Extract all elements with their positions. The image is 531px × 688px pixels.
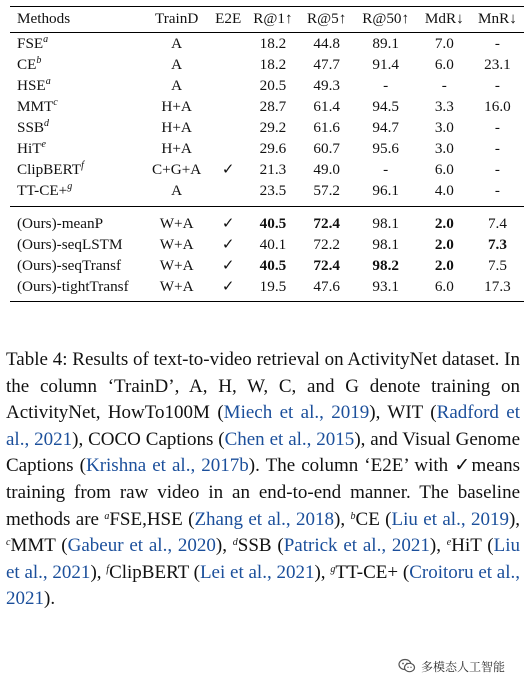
r5-cell: 44.8 — [313, 35, 340, 52]
footnote-marker: d — [232, 537, 238, 549]
e2e-check-cell: ✓ — [221, 236, 235, 253]
method-name: MMT — [17, 98, 54, 115]
method-footnote-marker: c — [53, 97, 58, 108]
r5-cell: 61.4 — [313, 98, 340, 115]
r50-cell: 98.2 — [372, 257, 399, 274]
column-header: TrainD — [154, 10, 199, 27]
table-header — [10, 7, 524, 33]
column-header: R@50↑ — [362, 10, 410, 27]
r5-cell: 47.6 — [313, 278, 340, 295]
results-table — [10, 6, 524, 302]
traind-cell: W+A — [159, 278, 194, 295]
wechat-icon — [398, 658, 416, 674]
mnr-cell: - — [494, 77, 500, 94]
r5-cell: 49.0 — [313, 161, 340, 178]
column-header: R@5↑ — [307, 10, 347, 27]
mdr-cell: 7.0 — [434, 35, 454, 52]
column-header: MdR↓ — [424, 10, 464, 27]
caption-text: TT-CE+ ( — [335, 561, 410, 583]
method-cell — [10, 276, 143, 302]
mnr-cell: - — [494, 35, 500, 52]
mdr-cell: 6.0 — [434, 56, 454, 73]
method-name: (Ours)-seqLSTM — [17, 236, 123, 253]
e2e-check-cell — [210, 75, 246, 96]
footnote-marker: g — [330, 563, 336, 575]
r5-cell: 60.7 — [313, 140, 340, 157]
r50-cell: 91.4 — [372, 56, 399, 73]
caption-text: Table 4: Results of text-to-video retrieval on ActivityNet dataset. In the column ‘TrainD’, A, H, W, C, and G denote training on ActivityNet, HowTo100M ( — [6, 349, 520, 424]
table-row — [10, 234, 524, 255]
table-row — [10, 276, 524, 302]
method-name: (Ours)-seqTransf — [17, 257, 122, 274]
caption-text: ). — [44, 588, 56, 610]
table-row — [10, 54, 524, 75]
r5-cell: 61.6 — [313, 119, 340, 136]
e2e-check-cell: ✓ — [221, 278, 235, 295]
mdr-cell: - — [441, 77, 447, 94]
e2e-check-cell — [210, 33, 246, 55]
caption-text: ), — [334, 508, 351, 530]
mnr-cell: - — [494, 140, 500, 157]
r1-cell: 29.2 — [259, 119, 287, 136]
citation-link[interactable]: Radford et al., 2021 — [6, 402, 520, 450]
watermark — [398, 656, 505, 676]
r50-cell: - — [383, 161, 389, 178]
method-cell — [10, 96, 143, 117]
table-row — [10, 180, 524, 207]
method-cell — [10, 75, 143, 96]
table-row — [10, 207, 524, 235]
citation-link[interactable]: Croitoru et al., 2021 — [6, 561, 521, 610]
method-cell — [10, 117, 143, 138]
footnote-marker: f — [106, 563, 110, 575]
mdr-cell: 3.0 — [434, 119, 454, 136]
mdr-cell: 2.0 — [434, 215, 454, 232]
column-header: Methods — [17, 10, 71, 27]
mdr-cell: 6.0 — [434, 161, 454, 178]
traind-cell: H+A — [161, 98, 192, 115]
caption-text: SSB ( — [237, 535, 284, 557]
method-cell — [10, 255, 143, 276]
r1-cell: 23.5 — [259, 182, 287, 199]
method-name: (Ours)-meanP — [17, 215, 104, 232]
citation-link[interactable]: Chen et al., 2015 — [224, 428, 355, 450]
traind-cell: A — [171, 35, 183, 52]
table-caption — [6, 347, 520, 613]
table-row — [10, 96, 524, 117]
citation-link[interactable]: Gabeur et al., 2020 — [67, 535, 216, 557]
our-methods-group — [10, 207, 524, 302]
traind-cell: W+A — [159, 257, 194, 274]
mdr-cell: 3.3 — [434, 98, 454, 115]
r5-cell: 57.2 — [313, 182, 340, 199]
e2e-check-cell — [210, 96, 246, 117]
caption-text: FSE,HSE ( — [109, 508, 195, 530]
r50-cell: 94.7 — [372, 119, 399, 136]
r50-cell: 89.1 — [372, 35, 399, 52]
e2e-check-cell — [210, 138, 246, 159]
caption-text: ), and Visual Genome Captions ( — [6, 428, 521, 477]
caption-text: HiT ( — [451, 535, 494, 557]
caption-text: MMT ( — [10, 535, 68, 557]
method-cell — [10, 159, 143, 180]
table-row — [10, 117, 524, 138]
r50-cell: 98.1 — [372, 215, 399, 232]
r1-cell: 21.3 — [259, 161, 287, 178]
r1-cell: 20.5 — [259, 77, 287, 94]
r50-cell: 94.5 — [372, 98, 399, 115]
column-header: E2E — [215, 10, 242, 27]
footnote-marker: c — [6, 537, 11, 549]
method-cell — [10, 207, 143, 235]
r1-cell: 18.2 — [259, 35, 287, 52]
method-name: HiT — [17, 140, 42, 157]
r1-cell: 40.5 — [259, 215, 287, 232]
r50-cell: 98.1 — [372, 236, 399, 253]
r1-cell: 19.5 — [259, 278, 287, 295]
method-footnote-marker: d — [44, 118, 50, 129]
caption-text: ClipBERT ( — [109, 561, 200, 583]
baseline-methods-group — [10, 33, 524, 207]
method-name: CE — [17, 56, 37, 73]
r5-cell: 49.3 — [313, 77, 340, 94]
r1-cell: 18.2 — [259, 56, 287, 73]
r50-cell: 96.1 — [372, 182, 399, 199]
r1-cell: 40.5 — [259, 257, 287, 274]
r1-cell: 28.7 — [259, 98, 287, 115]
table-row — [10, 255, 524, 276]
caption-text: CE ( — [355, 508, 392, 530]
r5-cell: 72.4 — [313, 257, 340, 274]
table-row — [10, 33, 524, 55]
caption-text: ), — [90, 561, 107, 583]
mnr-cell: - — [494, 182, 500, 199]
r1-cell: 40.1 — [259, 236, 287, 253]
caption-text: ), — [215, 535, 233, 557]
footnote-marker: a — [104, 510, 110, 522]
mdr-cell: 2.0 — [434, 257, 454, 274]
method-footnote-marker: b — [36, 55, 42, 66]
table-row — [10, 159, 524, 180]
e2e-check-cell — [210, 180, 246, 207]
citation-link[interactable]: Lei et al., 2021 — [199, 561, 315, 583]
mdr-cell: 4.0 — [434, 182, 454, 199]
mnr-cell: 7.5 — [487, 257, 507, 274]
footnote-marker: b — [350, 510, 356, 522]
method-cell — [10, 234, 143, 255]
caption-text: ), — [314, 561, 331, 583]
r5-cell: 72.4 — [313, 215, 340, 232]
mnr-cell: 23.1 — [484, 56, 511, 73]
citation-link[interactable]: Zhang et al., 2018 — [194, 508, 335, 530]
mnr-cell: - — [494, 161, 500, 178]
caption-text: ), WIT ( — [369, 402, 437, 424]
citation-link[interactable]: Patrick et al., 2021 — [283, 535, 430, 557]
e2e-check-cell: ✓ — [221, 215, 235, 232]
mnr-cell: 7.4 — [487, 215, 507, 232]
table-row — [10, 75, 524, 96]
mnr-cell: 7.3 — [487, 236, 507, 253]
mnr-cell: - — [494, 119, 500, 136]
caption-text: ), — [508, 508, 521, 530]
traind-cell: A — [171, 56, 183, 73]
traind-cell: W+A — [159, 236, 194, 253]
method-footnote-marker: e — [41, 139, 46, 150]
method-name: ClipBERT — [17, 161, 82, 178]
method-footnote-marker: a — [45, 76, 51, 87]
traind-cell: A — [171, 182, 183, 199]
mdr-cell: 6.0 — [434, 278, 454, 295]
method-footnote-marker: f — [81, 160, 84, 171]
column-header: MnR↓ — [478, 10, 517, 27]
column-header: R@1↑ — [253, 10, 293, 27]
r1-cell: 29.6 — [259, 140, 287, 157]
method-name: FSE — [17, 35, 44, 52]
citation-link[interactable]: Liu et al., 2021 — [6, 535, 521, 583]
mdr-cell: 2.0 — [434, 236, 454, 253]
method-footnote-marker: a — [43, 34, 49, 45]
citation-link[interactable]: Liu et al., 2019 — [391, 508, 509, 530]
e2e-check-cell: ✓ — [221, 257, 235, 274]
table-row — [10, 138, 524, 159]
mnr-cell: 16.0 — [484, 98, 511, 115]
method-name: HSE — [17, 77, 46, 94]
e2e-check-cell — [210, 117, 246, 138]
traind-cell: W+A — [159, 215, 194, 232]
citation-link[interactable]: Krishna et al., 2017b — [85, 455, 249, 477]
r5-cell: 47.7 — [313, 56, 340, 73]
method-footnote-marker: g — [67, 181, 73, 192]
method-name: TT-CE+ — [17, 182, 68, 199]
method-name: (Ours)-tightTransf — [17, 278, 129, 295]
header-row — [10, 7, 524, 33]
caption-text: ), — [429, 535, 447, 557]
method-cell — [10, 180, 143, 207]
citation-link[interactable]: Miech et al., 2019 — [223, 402, 370, 424]
r50-cell: 93.1 — [372, 278, 399, 295]
caption-text: ), COCO Captions ( — [72, 428, 225, 450]
r5-cell: 72.2 — [313, 236, 340, 253]
e2e-check-cell: ✓ — [221, 161, 235, 178]
method-cell — [10, 138, 143, 159]
r50-cell: - — [383, 77, 389, 94]
method-cell — [10, 54, 143, 75]
r50-cell: 95.6 — [372, 140, 399, 157]
method-cell — [10, 33, 143, 55]
traind-cell: C+G+A — [152, 161, 202, 178]
caption-text: ). The column ‘E2E’ with ✓means training from raw video in an end-to-end manner. The baseline methods are — [6, 455, 520, 530]
traind-cell: H+A — [161, 140, 192, 157]
watermark-text: 多模态人工智能 — [421, 659, 506, 674]
footnote-marker: e — [446, 537, 452, 549]
mnr-cell: 17.3 — [484, 278, 511, 295]
traind-cell: H+A — [161, 119, 192, 136]
e2e-check-cell — [210, 54, 246, 75]
traind-cell: A — [171, 77, 183, 94]
mdr-cell: 3.0 — [434, 140, 454, 157]
method-name: SSB — [17, 119, 45, 136]
